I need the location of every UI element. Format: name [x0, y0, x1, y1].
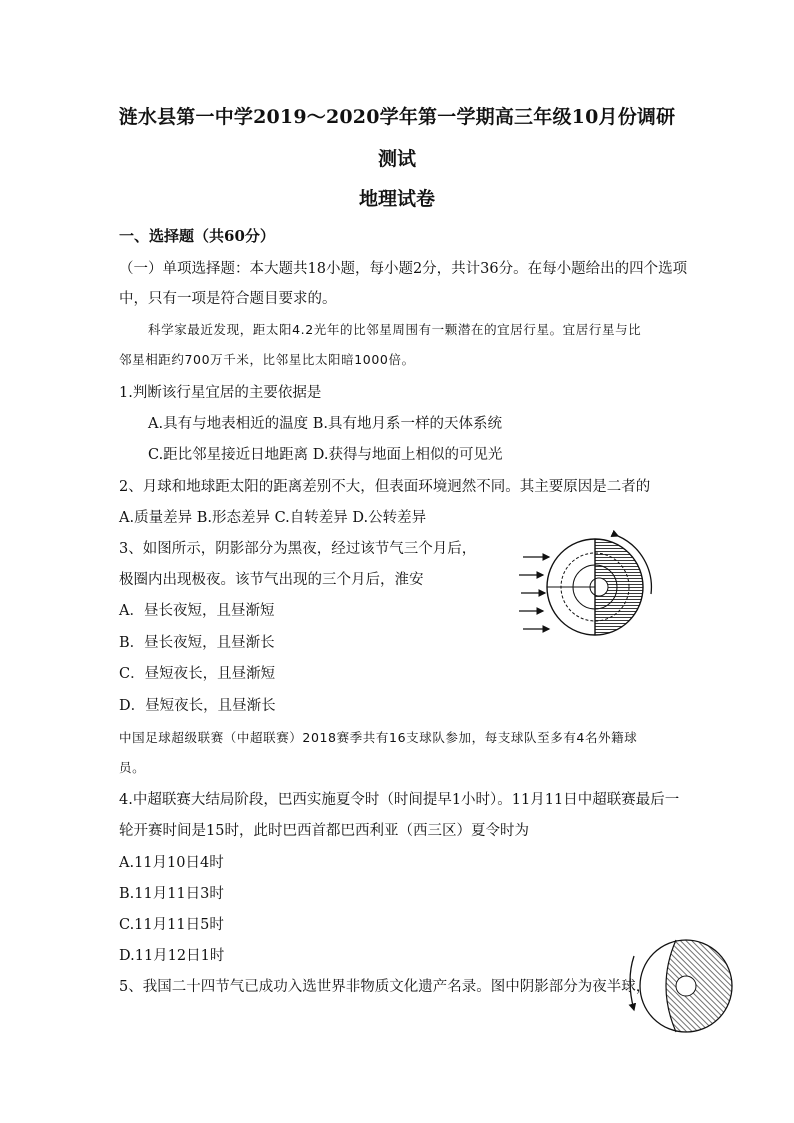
question-3-option-d: D．昼短夜长，且昼渐长: [119, 698, 276, 714]
question-3-option-c: C．昼短夜长，且昼渐短: [119, 666, 276, 682]
question-3-illumination-diagram: [515, 532, 665, 642]
section-heading: 一、选择题（共60分）: [119, 227, 275, 245]
question-1-options-cd: C.距比邻星接近日地距离 D.获得与地面上相似的可见光: [148, 447, 503, 463]
question-3-stem-continued: 极圈内出现极夜。该节气出现的三个月后，淮安: [119, 572, 424, 588]
sunlight-arrows: [519, 557, 549, 629]
question-5-hemisphere-diagram: [624, 938, 734, 1038]
exam-title-continued: 测试: [377, 148, 416, 170]
question-5-stem: 5、我国二十四节气已成功入选世界非物质文化遗产名录。图中阴影部分为夜半球，: [119, 979, 651, 995]
material-paragraph: 科学家最近发现，距太阳4.2光年的比邻星周围有一颗潜在的宜居行星。宜居行星与比: [148, 322, 642, 337]
question-1-stem: 1.判断该行星宜居的主要依据是: [119, 385, 322, 401]
question-4-stem-continued: 轮开赛时间是15时，此时巴西首都巴西利亚（西三区）夏令时为: [119, 823, 529, 839]
question-3-option-a: A．昼长夜短，且昼渐短: [119, 603, 275, 619]
question-4-option-c: C.11月11日5时: [119, 917, 224, 933]
section-intro-continued: 中，只有一项是符合题目要求的。: [119, 291, 337, 307]
material-paragraph-continued: 邻星相距约700万千米，比邻星比太阳暗1000倍。: [119, 352, 415, 367]
question-2-stem: 2、月球和地球距太阳的距离差别不大，但表面环境迥然不同。其主要原因是二者的: [119, 479, 651, 495]
material-2-paragraph-continued: 员。: [119, 760, 146, 775]
subject-title: 地理试卷: [358, 188, 435, 210]
question-1-options-ab: A.具有与地表相近的温度 B.具有地月系一样的天体系统: [148, 416, 502, 432]
polar-circle: [676, 976, 696, 996]
question-4-stem: 4.中超联赛大结局阶段，巴西实施夏令时（时间提早1小时）。11月11日中超联赛最后一: [119, 792, 680, 808]
question-3-stem: 3、如图所示，阴影部分为黑夜，经过该节气三个月后，: [119, 541, 477, 557]
material-2-paragraph: 中国足球超级联赛（中超联赛）2018赛季共有16支球队参加，每支球队至多有4名外籍球: [119, 730, 638, 745]
question-4-option-a: A.11月10日4时: [119, 855, 224, 871]
rotation-arrow: [630, 956, 634, 1010]
question-4-option-b: B.11月11日3时: [119, 886, 224, 902]
section-intro: （一）单项选择题：本大题共18小题，每小题2分，共计36分。在每小题给出的四个选项: [119, 261, 688, 277]
question-2-options: A.质量差异 B.形态差异 C.自转差异 D.公转差异: [119, 510, 427, 526]
exam-title: 涟水县第一中学2019～2020学年第一学期高三年级10月份调研: [118, 106, 676, 128]
question-3-option-b: B．昼长夜短，且昼渐长: [119, 635, 275, 651]
question-4-option-d: D.11月12日1时: [119, 948, 225, 964]
